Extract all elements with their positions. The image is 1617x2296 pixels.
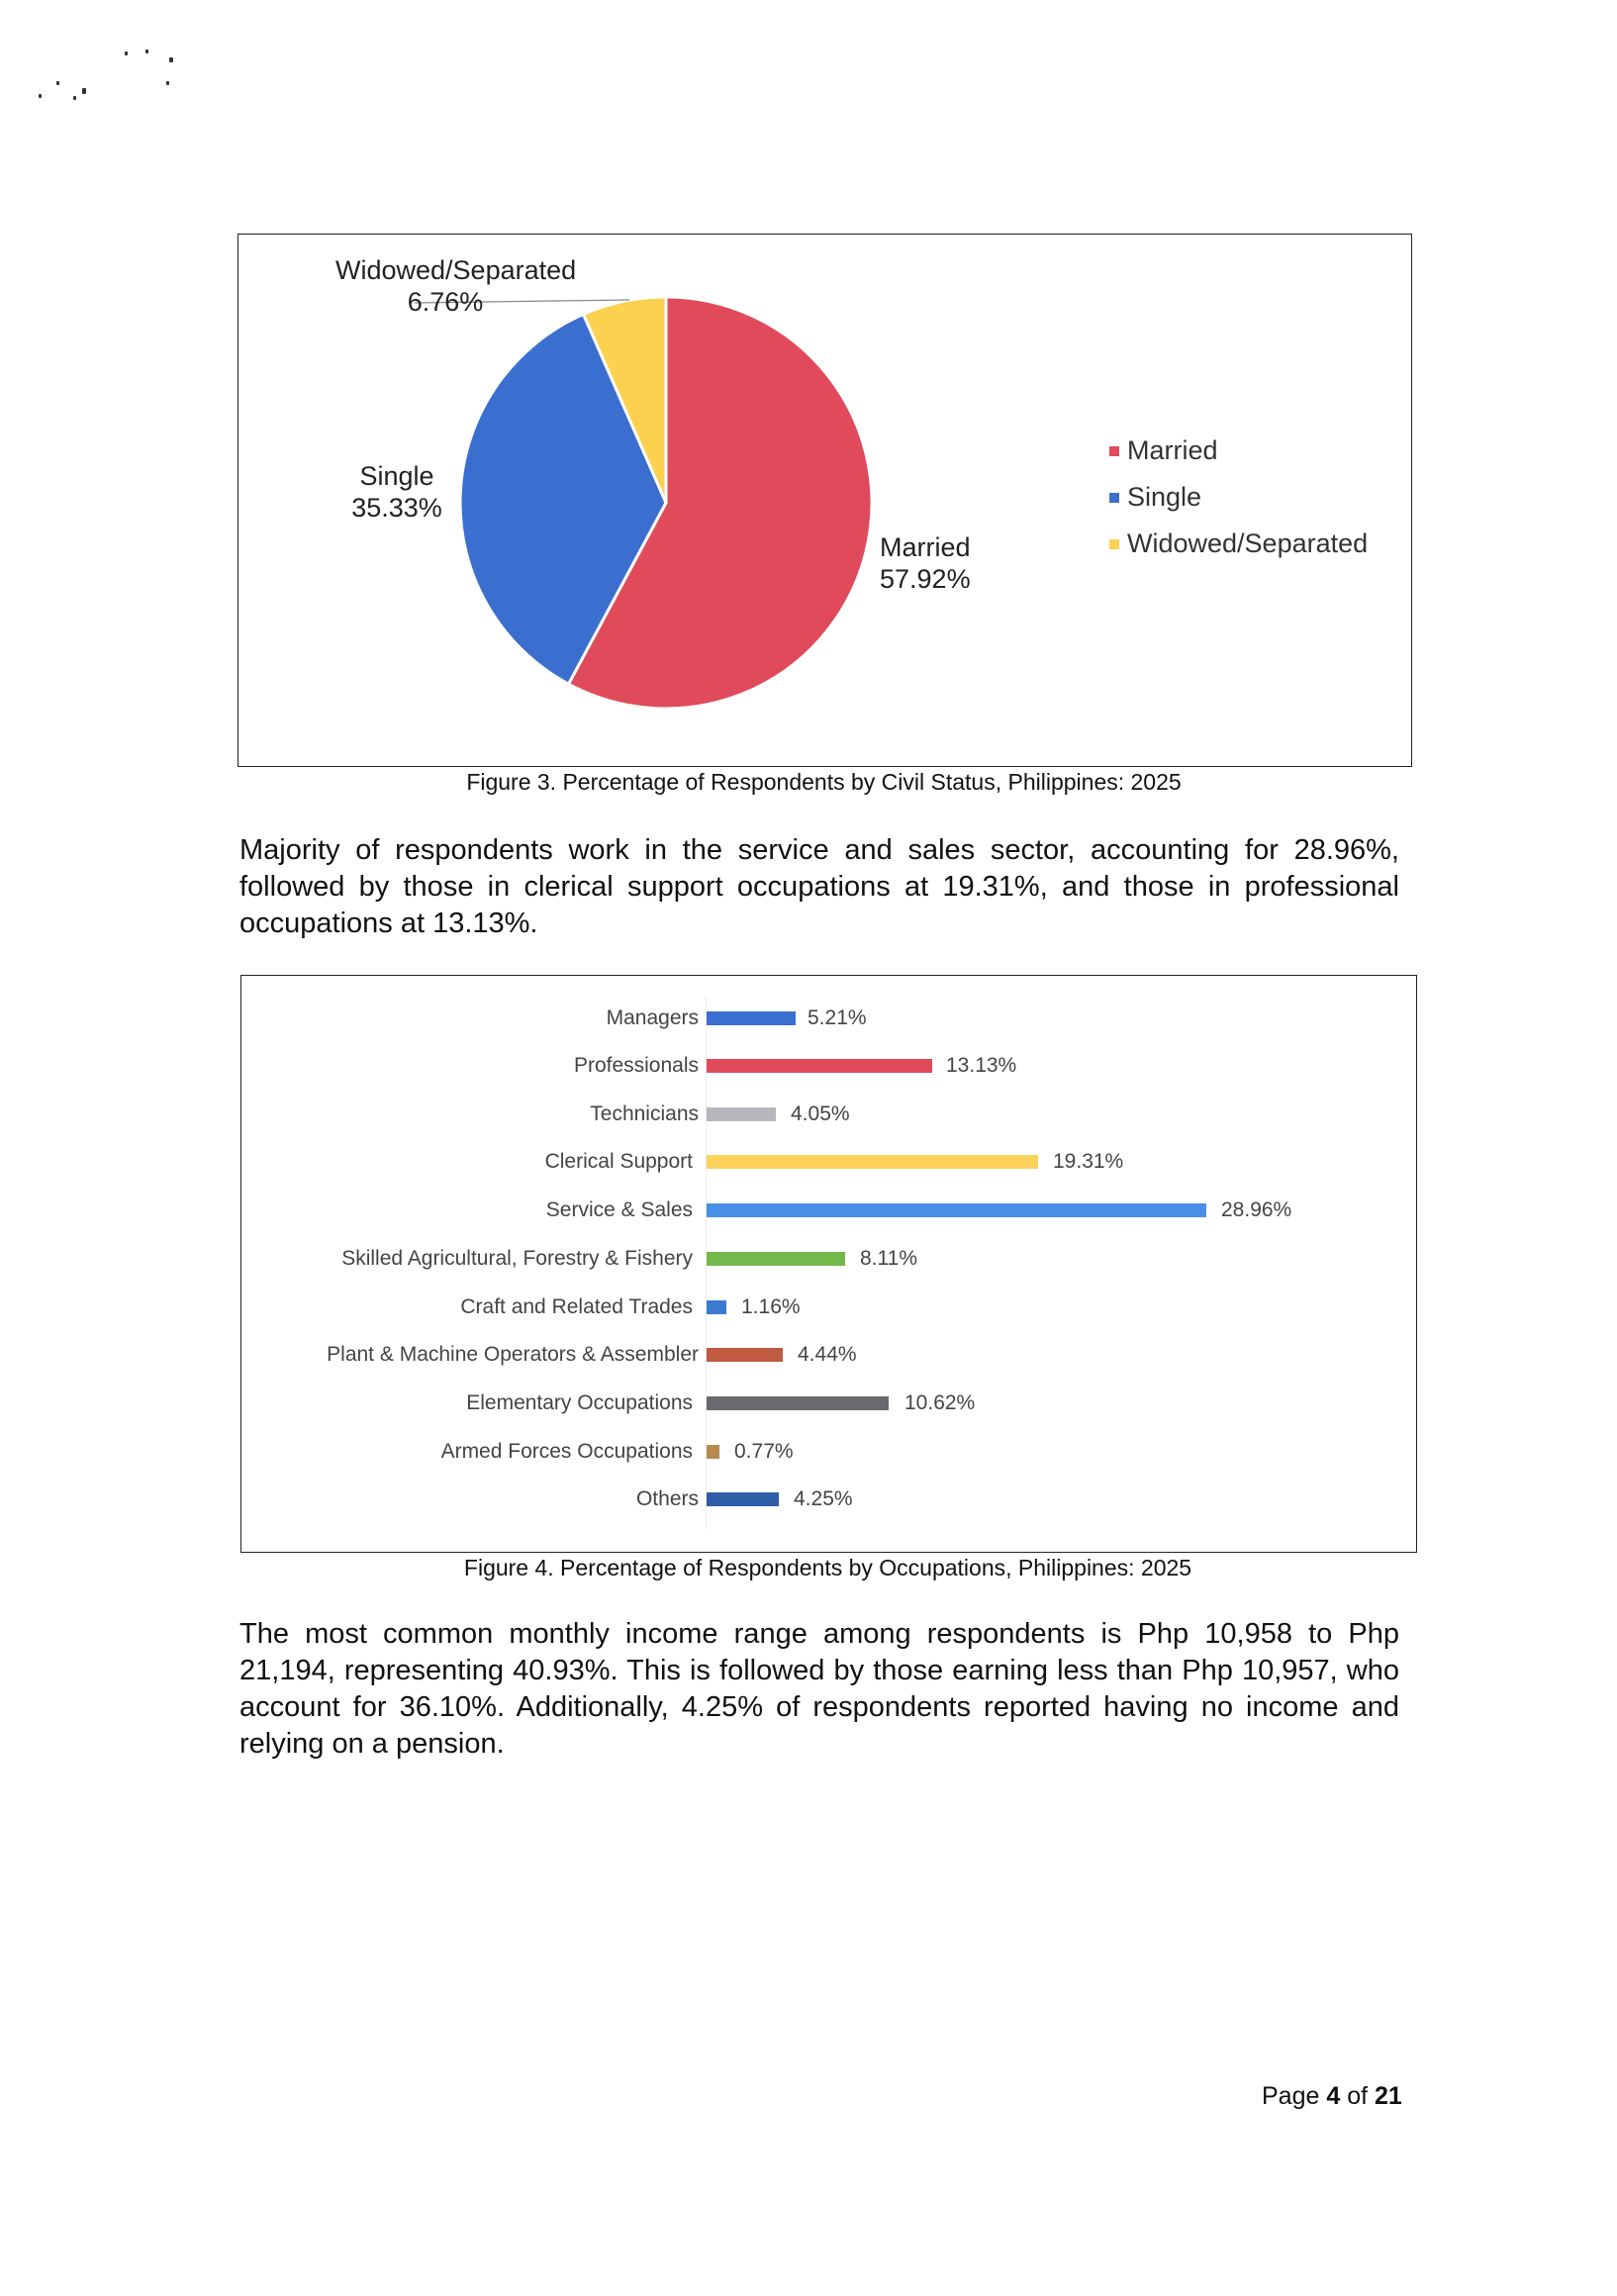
- bar-craft-trades: [707, 1300, 726, 1314]
- page-of: of: [1340, 2082, 1375, 2110]
- bar-value: 8.11%: [860, 1247, 917, 1270]
- bar-value: 4.05%: [791, 1102, 850, 1125]
- bar-label: Armed Forces Occupations: [440, 1440, 693, 1463]
- label-single-value: 35.33%: [351, 493, 442, 523]
- bar-label: Skilled Agricultural, Forestry & Fishery: [341, 1247, 693, 1270]
- figure-3-civil-status-pie: [238, 234, 1412, 767]
- bar-managers: [707, 1011, 796, 1025]
- label-single-name: Single: [359, 461, 434, 491]
- label-widowed: [335, 254, 577, 318]
- label-widowed-name: Widowed/Separated: [335, 255, 577, 285]
- pie-legend: [1109, 428, 1368, 567]
- legend-item-single: [1109, 474, 1368, 521]
- bar-row-service-sales: [241, 1195, 1416, 1226]
- bar-row-professionals: [241, 1050, 1416, 1082]
- bar-service-sales: [707, 1203, 1206, 1217]
- legend-swatch-married-icon: [1109, 446, 1119, 456]
- bar-label: Service & Sales: [545, 1198, 693, 1221]
- bar-row-managers: [241, 1003, 1416, 1034]
- page-prefix: Page: [1262, 2082, 1327, 2110]
- bar-label: Elementary Occupations: [466, 1391, 693, 1414]
- bar-value: 28.96%: [1221, 1198, 1292, 1221]
- figure-4-caption: Figure 4. Percentage of Respondents by Occupations, Philippines: 2025: [463, 1555, 1192, 1580]
- bar-row-plant-machine: [241, 1339, 1416, 1371]
- bar-plant-machine: [707, 1348, 783, 1362]
- legend-label: Married: [1127, 435, 1218, 465]
- legend-item-married: [1109, 428, 1368, 474]
- bar-armed-forces: [707, 1445, 719, 1459]
- bar-value: 4.44%: [798, 1343, 857, 1366]
- page-total: 21: [1375, 2082, 1402, 2110]
- legend-label: Widowed/Separated: [1127, 528, 1369, 558]
- bar-professionals: [707, 1059, 932, 1073]
- label-married-value: 57.92%: [880, 564, 971, 594]
- bar-skilled-agricultural: [707, 1252, 845, 1266]
- bar-technicians: [707, 1107, 776, 1121]
- paragraph-occupations: Majority of respondents work in the service and sales sector, accounting for 28.96%, followed by those in clerical support occupations at 19.31%, and those in professional occupations at 13.13%.: [239, 834, 1399, 939]
- bar-label: Plant & Machine Operators & Assembler: [327, 1343, 699, 1366]
- bar-value: 13.13%: [946, 1054, 1017, 1077]
- label-married-name: Married: [880, 532, 971, 562]
- bar-value: 5.21%: [808, 1006, 867, 1029]
- page-number: [1262, 2082, 1402, 2111]
- bar-row-others: [241, 1483, 1416, 1515]
- bar-label: Others: [635, 1487, 699, 1510]
- scan-specks: [0, 0, 247, 119]
- bar-others: [707, 1492, 779, 1506]
- bar-clerical-support: [707, 1155, 1038, 1169]
- bar-row-armed-forces: [241, 1436, 1416, 1468]
- paragraph-income: The most common monthly income range among respondents is Php 10,958 to Php 21,194, representing 40.93%. This is followed by those earning less than Php 10,957, who account for 36.10%. Additionally, 4.25% of respondents reported having no income and relying on a pension.: [239, 1618, 1399, 1760]
- legend-item-widowed: [1109, 521, 1368, 567]
- bar-row-technicians: [241, 1099, 1416, 1130]
- legend-label: Single: [1127, 482, 1202, 512]
- bar-value: 1.16%: [741, 1295, 801, 1318]
- bar-elementary: [707, 1396, 889, 1410]
- page-current: 4: [1326, 2082, 1341, 2110]
- bar-label: Craft and Related Trades: [460, 1295, 693, 1318]
- label-married: [880, 531, 971, 595]
- bar-value: 0.77%: [734, 1440, 794, 1463]
- label-single: [337, 460, 456, 524]
- label-widowed-value: 6.76%: [407, 287, 484, 317]
- bar-label: Technicians: [590, 1102, 699, 1125]
- legend-swatch-single-icon: [1109, 493, 1119, 503]
- bar-row-skilled-agricultural: [241, 1243, 1416, 1275]
- figure-4-occupations-bar: [240, 975, 1417, 1553]
- bar-value: 19.31%: [1053, 1150, 1124, 1173]
- bar-row-elementary: [241, 1387, 1416, 1419]
- bar-label: Clerical Support: [544, 1150, 693, 1173]
- bar-label: Managers: [606, 1006, 699, 1029]
- bar-value: 10.62%: [904, 1391, 976, 1414]
- bar-row-clerical-support: [241, 1146, 1416, 1178]
- bar-row-craft-trades: [241, 1292, 1416, 1323]
- bar-label: Professionals: [573, 1054, 699, 1077]
- legend-swatch-widowed-icon: [1109, 539, 1119, 549]
- bar-value: 4.25%: [794, 1487, 853, 1510]
- figure-3-caption: Figure 3. Percentage of Respondents by Civil Status, Philippines: 2025: [466, 769, 1182, 795]
